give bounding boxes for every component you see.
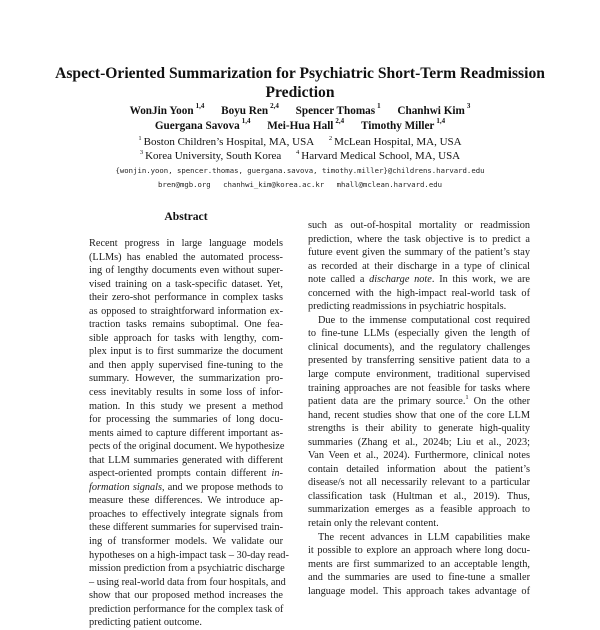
footnote-marker[interactable]: 1: [465, 394, 469, 402]
title-line-1: Aspect-Oriented Summarization for Psychiatric Short-Term Readmission: [55, 65, 545, 82]
author: Timothy Miller $^{1,4}$: [360, 117, 446, 132]
text-line: it possible to explore an approach where long docu-: [308, 545, 530, 557]
text-line: to fine-tune LLMs (especially given the length of: [308, 328, 530, 340]
introduction-body: [308, 219, 530, 598]
text-line: summaries (Zhang et al., 2024b; Liu et al., 2023;: [308, 436, 530, 448]
affiliation-list: [40, 136, 560, 163]
text-line: that LLM summaries generated with different: [89, 454, 283, 466]
title-line-2: Prediction: [265, 84, 335, 101]
email-list: [40, 164, 560, 192]
email: {wonjin.yoon, spencer.thomas, guergana.savova, timothy.miller}@childrens.harvard.edu: [115, 166, 485, 175]
text-line: as recorded at their discharge in a type of clinical: [308, 260, 530, 272]
author: WonJin Yoon $^{1,4}$: [129, 102, 205, 117]
text-line: proaches to effectively integrate signals from: [89, 508, 283, 520]
text-line: cess inevitably results in some loss of infor-: [89, 387, 283, 399]
text-line: classification task (Hultman et al., 2019). Thus,: [308, 490, 530, 502]
abstract-body: [89, 237, 289, 630]
affiliation: $^2$ McLean Hospital, MA, USA: [328, 135, 462, 148]
abstract-heading: Abstract: [164, 210, 208, 223]
author: Chanhwi Kim $^3$: [397, 102, 471, 117]
text-line: future event given the summary of the patient’s stay: [308, 247, 530, 259]
text-line: (LLMs) has enabled the automated process-: [89, 251, 283, 263]
text-line: large compute environment, traditional supervised: [308, 369, 530, 381]
affiliation: $^3$ Korea University, South Korea: [139, 148, 282, 162]
text-line: summarization emerges as a feasible approach to: [308, 504, 530, 516]
affiliation: $^1$ Boston Children’s Hospital, MA, USA: [138, 135, 315, 148]
text-line: aspect-oriented prompts contain different in-: [89, 468, 283, 480]
author: Boyu Ren $^{2,4}$: [221, 102, 279, 117]
author-list: [40, 104, 560, 134]
text-line: Due to the immense computational cost required: [318, 314, 530, 326]
text-line: measure these differences. We introduce ap-: [89, 495, 283, 507]
email: bren@mgb.org: [157, 180, 211, 189]
text-line: Recent progress in large language models: [89, 238, 283, 249]
text-line: as opposed to straightforward information ex-: [89, 305, 283, 317]
text-line: show that our proposed method increases the: [89, 590, 283, 602]
email: mhall@mclean.harvard.edu: [336, 180, 442, 189]
text-line: plex input is to first summarize the document: [89, 346, 283, 358]
text-line: traction tasks remains suboptimal. One fea-: [89, 319, 283, 331]
paper-title: [40, 64, 560, 102]
author: Mei-Hua Hall $^{2,4}$: [267, 117, 345, 132]
text-line: disease/s not all necessarily relevant to a particular: [308, 477, 530, 489]
text-line: for processing the summaries of long docu-: [89, 414, 283, 426]
text-line: contain detailed information about the patient’s: [308, 463, 530, 475]
text-line: ments aimed to capture different important as-: [89, 427, 283, 439]
affiliation: $^4$ Harvard Medical School, MA, USA: [296, 148, 461, 162]
text-line: Van Veen et al., 2024). Furthermore, clinical notes: [308, 450, 530, 462]
text-line: sible approach for tasks with lengthy, com-: [89, 332, 283, 344]
text-line: pects of the original document. We hypothesize: [89, 441, 285, 453]
text-line: and the summaries are used to fine-tune a smaller: [308, 572, 530, 584]
text-line: strengths is their ability to generate high-quality: [308, 423, 530, 435]
text-line: retain only the relevant content.: [308, 518, 439, 530]
text-line: prediction, where the task objective is to predict a: [308, 233, 530, 245]
text-line: such as out-of-hospital mortality or readmission: [308, 220, 530, 231]
text-line: predicting readmissions in psychiatric hospitals.: [308, 301, 507, 313]
text-line: hypotheses on a high-impact task – 30-day read-: [89, 549, 289, 561]
text-line: their zero-shot performance in complex tasks: [89, 292, 283, 304]
text-line: these different summaries for supervised train-: [89, 522, 283, 534]
text-line: The recent advances in LLM capabilities make: [318, 531, 530, 543]
text-line: mission prediction from a psychiatric discharge: [89, 563, 285, 575]
text-line: clinical documents), and the regulatory challenges: [308, 341, 530, 353]
text-line: concerned with the high-impact real-world task of: [308, 287, 530, 299]
email: chanhwi_kim@korea.ac.kr: [223, 180, 325, 189]
text-line: language model. This approach takes advantage of: [308, 585, 530, 597]
author: Spencer Thomas $^1$: [295, 102, 381, 117]
text-line: ing of lengthy documents even without super-: [89, 265, 283, 277]
text-line: note called a discharge note. In this work, we are: [308, 274, 530, 286]
text-line: summary. However, the summarization pro-: [89, 373, 283, 385]
text-line: vised training on a task-specific dataset. Yet,: [89, 278, 283, 290]
text-line: hand, recent studies show that one of the core LLM: [308, 409, 530, 421]
text-line: – using real-world data from four hospitals, and: [89, 576, 286, 588]
text-line: and then apply supervised fine-tuning to the: [89, 359, 283, 371]
text-line: predicting patient outcome.: [89, 617, 202, 629]
text-line: ments are first summarized to an acceptable length,: [308, 558, 530, 570]
text-line: formation signals, and we propose methods to: [89, 481, 284, 493]
author: Guergana Savova $^{1,4}$: [154, 117, 251, 132]
text-line: patient data are the primary source.$^1$ On the other: [308, 394, 531, 408]
text-line: prediction performance for the complex task of: [89, 603, 284, 615]
text-line: presented by transferring sensitive patient data to a: [308, 355, 530, 367]
text-line: training approaches are not feasible for tasks where: [308, 382, 530, 394]
text-line: mation. In this study we present a method: [89, 400, 283, 412]
text-line: ing of transformer models. We validate our: [89, 536, 283, 548]
